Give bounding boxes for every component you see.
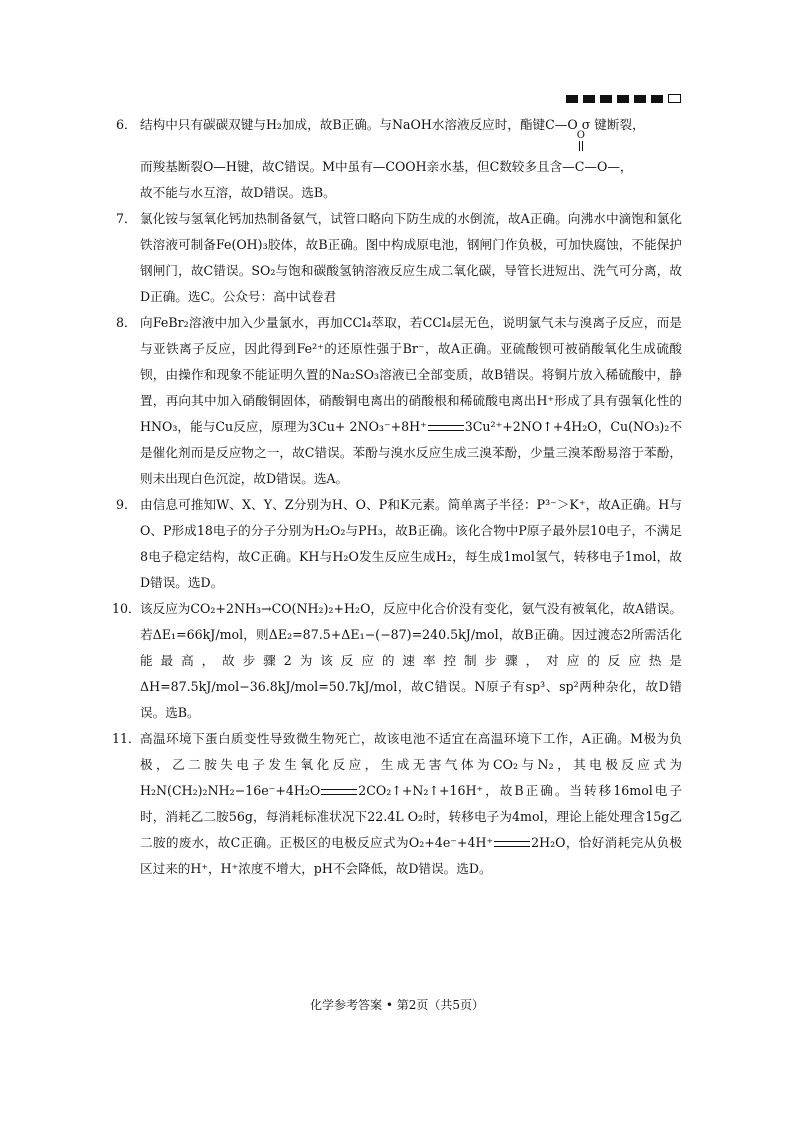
item-text-segment: 2H₂O，恰好消耗完从负极区过来的H⁺，H⁺浓度不增大，pH不会降低，故D错误。选D。: [140, 835, 682, 876]
item-number: 9．: [116, 497, 137, 512]
answer-item-8: [116, 310, 682, 492]
item-text: [140, 130, 682, 180]
item-text: 由信息可推知W、X、Y、Z分别为H、O、P和K元素。简单离子半径：P³⁻＞K⁺，故A正确。H与O、P形成18电子的分子分别为H₂O₂与PH₃，故B正确。该化合物中P原子最外层10电子，不满足8电子稳定结构，故C正确。KH与H₂O发生反应生成H₂，每生成1mol氢气，转移电子1mol，故D错误。选D。: [140, 497, 682, 590]
equals-sign: [494, 841, 530, 847]
header-decoration: [566, 94, 681, 103]
item-text-segment: 而羧基断裂O—H键，故C错误。M中虽有—COOH亲水基，但C数较多且含—: [140, 159, 575, 174]
item-text: [140, 726, 682, 882]
header-square: [600, 95, 612, 103]
item-number: 7．: [116, 211, 137, 226]
item-text-segment: —O—，: [584, 159, 633, 174]
item-text: 氯化铵与氢氧化钙加热制备氨气，试管口略向下防生成的水倒流，故A正确。向沸水中滴饱和氯化铁溶液可制备Fe(OH)₃胶体，故B正确。图中构成原电池，钢闸门作负极，可加快腐蚀，不能保护钢闸门，故C错误。SO₂与饱和碳酸氢钠溶液反应生成二氧化碳，导管长进短出、洗气可分离，故D正确。选C。公众号：高中试卷君: [140, 211, 682, 304]
item-text-segment: 3Cu²⁺+2NO↑+4H₂O，Cu(NO₃)₂不是催化剂而是反应物之一，故C错误。苯酚与溴水反应生成三溴苯酚，少量三溴苯酚易溶于苯酚，则未出现白色沉淀，故D错误。选A。: [140, 419, 683, 486]
item-number: 10．: [112, 601, 141, 616]
answer-item-10: [112, 596, 682, 726]
answer-item-11: [112, 726, 682, 882]
item-text: 该反应为CO₂+2NH₃→CO(NH₂)₂+H₂O，反应中化合价没有变化，氨气没有被氧化，故A错误。若ΔE₁=66kJ/mol，则ΔE₂=87.5+ΔE₁−(−87)=240.5kJ/mol，故B正确。因过渡态2所需活化能最高，故步骤2为该反应的速率控制步骤，对应的反应热是ΔH=87.5kJ/mol−36.8kJ/mol=50.7kJ/mol，故C错误。N原子有sp³、sp²两种杂化，故D错误。选B。: [140, 601, 682, 720]
item-text: 结构中只有碳碳双键与H₂加成，故B正确。与NaOH水溶液反应时，酯键C—O σ 键断裂，: [140, 117, 645, 132]
item-text-segment: 2CO₂↑+N₂↑+16H⁺，故B正确。当转移16mol电子时，消耗乙二胺56g，每消耗标准状况下22.4L O₂时，转移电子为4mol，理论上能处理含15g乙二胺的废水，故C正确。正极区的电极反应式为O₂+4e⁻+4H⁺: [140, 783, 682, 850]
equation-left: 3Cu+ 2NO₃⁻+8H⁺: [309, 419, 427, 434]
page-footer: 化学参考答案 • 第2页（共5页）: [310, 998, 484, 1012]
header-square: [583, 95, 595, 103]
item-number: 8．: [116, 315, 137, 330]
header-square-open: [668, 94, 681, 103]
answer-content: [112, 112, 683, 882]
header-square: [617, 95, 629, 103]
header-square: [634, 95, 646, 103]
answer-item-6: [116, 112, 682, 206]
carbonyl-oxygen: O: [576, 130, 585, 141]
carbonyl-carbon: C: [574, 159, 585, 174]
item-text-segment: 向FeBr₂溶液中加入少量氯水，再加CCl₄萃取，若CCl₄层无色，说明氯气未与溴离子反应，而是与亚铁离子反应，因此得到Fe²⁺的还原性强于Br⁻，故A正确。亚硫酸钡可被硝酸氧化生成硫酸钡，由操作和现象不能证明久置的Na₂SO₃溶液已全部变质，故B错误。将铜片放入稀硫酸中，静置，再向其中加入硝酸铜固体，硝酸铜电离出的硝酸根和稀硫酸电离出H⁺形成了具有强氧化性的HNO₃，能与Cu反应，原理为: [140, 315, 682, 434]
item-text: 故不能与水互溶，故D错误。选B。: [140, 185, 336, 200]
equals-sign: [428, 425, 464, 431]
item-text-segment: 高温环境下蛋白质变性导致微生物死亡，故该电池不适宜在高温环境下工作，A正确。M极为负极，乙二胺失电子发生氧化反应，生成无害气体为CO₂与N₂，其电极反应式为H₂N(CH₂)₂NH₂−16e⁻+4H₂O: [140, 731, 682, 798]
item-text: [140, 310, 682, 492]
item-number: 6．: [116, 117, 137, 132]
equals-sign: [321, 789, 357, 795]
header-square: [566, 95, 578, 103]
answer-item-7: [116, 206, 682, 310]
item-number: 11．: [112, 731, 141, 746]
double-bond: [579, 141, 583, 151]
carbonyl-group: [574, 130, 585, 180]
header-square: [651, 95, 663, 103]
answer-item-9: [116, 492, 682, 596]
